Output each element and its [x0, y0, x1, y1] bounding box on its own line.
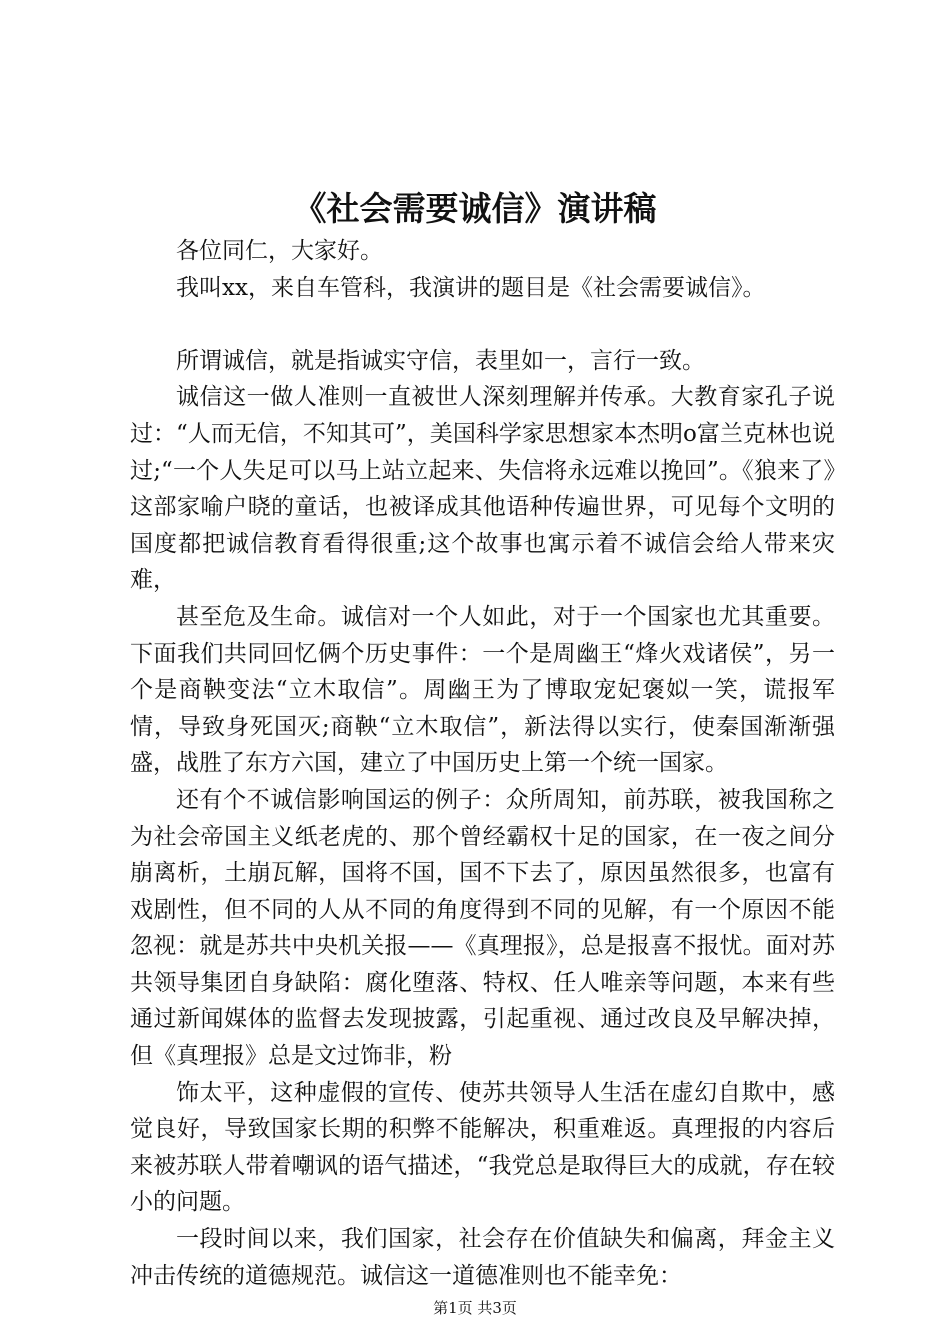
page-number-footer: 第1页 共3页: [433, 1299, 517, 1317]
paragraph-tradition: 诚信这一做人准则一直被世人深刻理解并传承。大教育家孔子说过：“人而无信，不知其可”，美国科学家思想家本杰明o富兰克林也说过;“一个人失足可以马上站立起来、失信将永远难以挽回”。《狼来了》这部家喻户晓的童话，也被译成其他语种传遍世界，可见每个文明的国度都把诚信教育看得很重;这个故事也寓示着不诚信会给人带来灾难，: [130, 384, 835, 594]
paragraph-soviet-example: 还有个不诚信影响国运的例子：众所周知，前苏联，被我国称之为社会帝国主义纸老虎的、那个曾经霸权十足的国家，在一夜之间分崩离析，土崩瓦解，国将不国，国不下去了，原因虽然很多，也富有戏剧性，但不同的人从不同的角度得到不同的见解，有一个原因不能忽视：就是苏共中央机关报——《真理报》，总是报喜不报忧。面对苏共领导集团自身缺陷：腐化堕落、特权、任人唯亲等问题，本来有些通过新闻媒体的监督去发现披露，引起重视、通过改良及早解决掉，但《真理报》总是文过饰非，粉: [130, 786, 835, 1070]
paragraph-introduction: 我叫xx，来自车管科，我演讲的题目是《社会需要诚信》。: [176, 274, 766, 301]
paragraph-history: 甚至危及生命。诚信对一个人如此，对于一个国家也尤其重要。下面我们共同回忆俩个历史事件：一个是周幽王“烽火戏诸侯”，另一个是商鞅变法“立木取信”。周幽王为了博取宠妃褒姒一笑，谎报军情，导致身死国灭;商鞅“立木取信”，新法得以实行，使秦国渐渐强盛，战胜了东方六国，建立了中国历史上第一个统一国家。: [130, 603, 835, 777]
paragraph-definition: 所谓诚信，就是指诚实守信，表里如一，言行一致。: [176, 347, 705, 374]
paragraph-society: 一段时间以来，我们国家，社会存在价值缺失和偏离，拜金主义冲击传统的道德规范。诚信这一道德准则也不能幸免：: [130, 1226, 835, 1289]
paragraph-pravda: 饰太平，这种虚假的宣传、使苏共领导人生活在虚幻自欺中，感觉良好，导致国家长期的积弊不能解决，积重难返。真理报的内容后来被苏联人带着嘲讽的语气描述，“我党总是取得巨大的成就，存在较小的问题。: [130, 1079, 835, 1216]
document-title: 《社会需要诚信》演讲稿: [293, 189, 657, 228]
document-body: [130, 233, 835, 1294]
paragraph-greeting: 各位同仁，大家好。: [176, 238, 383, 264]
